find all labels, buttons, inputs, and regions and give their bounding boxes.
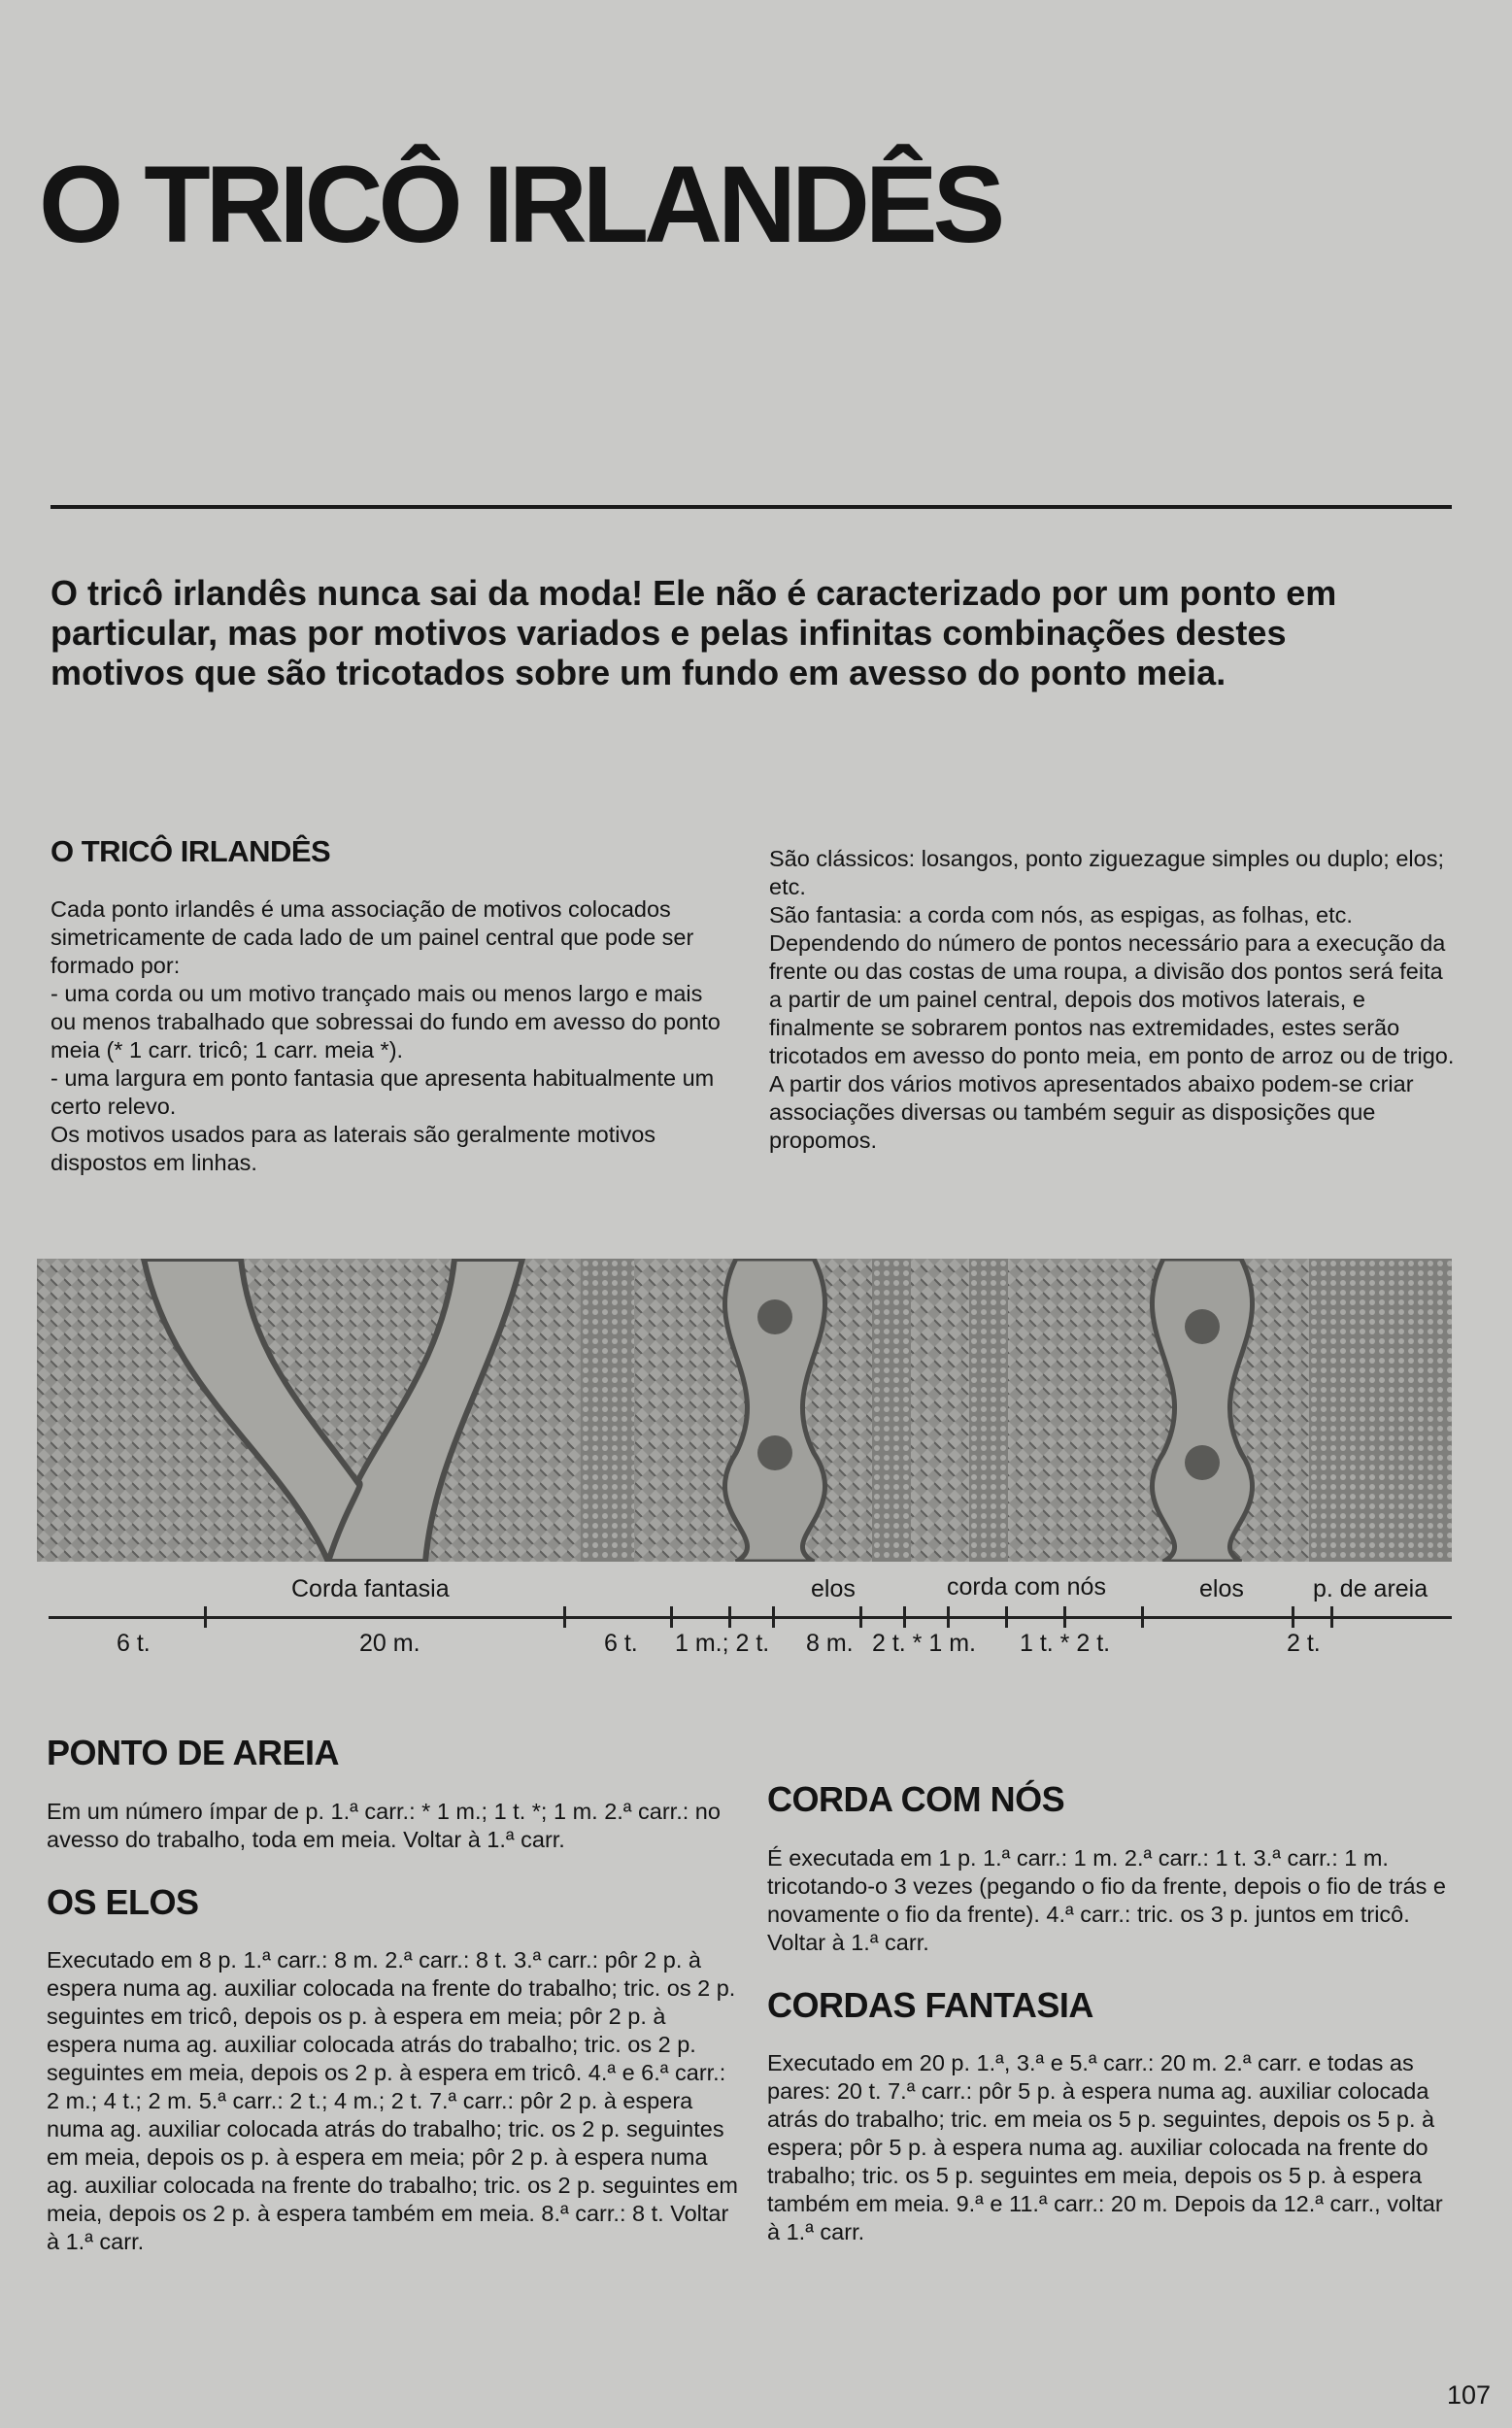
section-heading: PONTO DE AREIA	[47, 1733, 340, 1772]
scale-label: 2 t.	[1287, 1630, 1321, 1657]
scale-tick	[1330, 1606, 1333, 1628]
scale-label: 2 t. * 1 m.	[872, 1630, 976, 1657]
scale-tick	[728, 1606, 731, 1628]
scale-tick	[563, 1606, 566, 1628]
scale-line	[49, 1616, 1452, 1619]
scale-label: elos	[1199, 1575, 1244, 1602]
section-heading: O TRICÔ IRLANDÊS	[50, 834, 331, 868]
scale-label: p. de areia	[1313, 1575, 1428, 1602]
scale-label: 8 m.	[806, 1630, 854, 1657]
instructions-left-column	[47, 1734, 738, 2256]
intro-left-column	[50, 835, 730, 1177]
paragraph: Executado em 8 p. 1.ª carr.: 8 m. 2.ª carr.: 8 t. 3.ª carr.: pôr 2 p. à espera numa ag. auxiliar colocada na frente do trabalho; tric. os 2 p. seguintes em tricô, depois os p. à espera em meia; pôr 2 p. à espera numa ag. auxiliar colocada atrás do trabalho; tric. os 2 p. seguintes em meia, depois os 2 p. à espera em tricô. 4.ª e 6.ª carr.: 2 m.; 4 t.; 2 m. 5.ª carr.: 2 t.; 4 m.; 2 t. 7.ª carr.: pôr 2 p. à espera numa ag. auxiliar colocada atrás do trabalho; tric. os 2 p. seguintes em meia, depois os p. à espera em meia; pôr 2 p. à espera numa ag. auxiliar colocada na frente do trabalho; tric. os 2 p. seguintes em meia, depois os 2 p. à espera também em meia. 8.ª carr.: 8 t. Voltar à 1.ª carr.	[47, 1947, 738, 2255]
title-rule	[50, 505, 1452, 509]
intro-right-column	[769, 845, 1457, 1155]
paragraph: Executado em 20 p. 1.ª, 3.ª e 5.ª carr.: 20 m. 2.ª carr. e todas as pares: 20 t. 7.ª carr.: pôr 5 p. à espera numa ag. auxiliar colocada atrás do trabalho; tric. em meia os 5 p. seguintes, depois os 5 p. à espera; pôr 5 p. à espera numa ag. auxiliar colocada na frente do trabalho; tric. os 5 p. seguintes em meia, depois os 5 p. à espera também em meia. 9.ª e 11.ª carr.: 20 m. Depois da 12.ª carr., voltar à 1.ª carr.	[767, 2050, 1443, 2245]
knit-texture-icon	[37, 1259, 1452, 1562]
paragraph: Em um número ímpar de p. 1.ª carr.: * 1 m.; 1 t. *; 1 m. 2.ª carr.: no avesso do trabalho, toda em meia. Voltar à 1.ª carr.	[47, 1798, 721, 1852]
scale-label: 6 t.	[604, 1630, 638, 1657]
scale-tick	[204, 1606, 207, 1628]
scale-tick	[859, 1606, 862, 1628]
section-heading: CORDA COM NÓS	[767, 1779, 1065, 1819]
paragraph: Dependendo do número de pontos necessário para a execução da frente ou das costas de uma roupa, a divisão dos pontos será feita a partir de um painel central, depois dos motivos laterais, e finalmente se sobrarem pontos nas extremidades, estes serão tricotados em avesso do ponto meia, em ponto de arroz ou de trigo. A partir dos vários motivos apresentados abaixo podem-se criar associações diversas ou também seguir as disposições que propomos.	[769, 930, 1455, 1153]
lead-paragraph: O tricô irlandês nunca sai da moda! Ele não é caracterizado por um ponto em particular, mas por motivos variados e pelas infinitas combinações destes motivos que são tricotados sobre um fundo em avesso do ponto meia.	[50, 573, 1337, 692]
scale-tick	[903, 1606, 906, 1628]
paragraph: - uma corda ou um motivo trançado mais ou menos largo e mais ou menos trabalhado que sobressai do fundo em avesso do ponto meia (* 1 carr. tricô; 1 carr. meia *).	[50, 981, 721, 1063]
section-heading: CORDAS FANTASIA	[767, 1984, 1093, 2025]
scale-tick	[947, 1606, 950, 1628]
page-number: 107	[1446, 2380, 1491, 2410]
page-title: O TRICÔ IRLANDÊS	[39, 144, 1001, 265]
stitch-scale	[49, 1566, 1452, 1663]
scale-label: 1 m.; 2 t.	[675, 1630, 770, 1657]
section-heading: OS ELOS	[47, 1881, 199, 1922]
scale-label: corda com nós	[947, 1573, 1106, 1601]
scale-tick	[1141, 1606, 1144, 1628]
scale-label: elos	[811, 1575, 856, 1602]
instructions-right-column	[767, 1727, 1459, 2246]
scale-label: Corda fantasia	[291, 1575, 450, 1602]
scale-tick	[1005, 1606, 1008, 1628]
paragraph: É executada em 1 p. 1.ª carr.: 1 m. 2.ª carr.: 1 t. 3.ª carr.: 1 m. tricotando-o 3 vezes (pegando o fio da frente, depois o fio de trás e novamente o fio da frente). 4.ª carr.: tric. os 3 p. juntos em tricô. Voltar à 1.ª carr.	[767, 1844, 1446, 1955]
scale-label: 20 m.	[359, 1630, 420, 1657]
scale-tick	[1063, 1606, 1066, 1628]
knit-swatch-photo	[37, 1259, 1452, 1562]
paragraph: Os motivos usados para as laterais são geralmente motivos dispostos em linhas.	[50, 1122, 656, 1176]
paragraph: - uma largura em ponto fantasia que apresenta habitualmente um certo relevo.	[50, 1065, 715, 1120]
scale-tick	[772, 1606, 775, 1628]
paragraph: Cada ponto irlandês é uma associação de motivos colocados simetricamente de cada lado de um painel central que pode ser formado por:	[50, 896, 694, 979]
paragraph: São fantasia: a corda com nós, as espigas, as folhas, etc.	[769, 902, 1353, 927]
paragraph: São clássicos: losangos, ponto ziguezague simples ou duplo; elos; etc.	[769, 846, 1444, 899]
scale-label: 1 t. * 2 t.	[1020, 1630, 1111, 1657]
scale-label: 6 t.	[117, 1630, 151, 1657]
scale-tick	[1292, 1606, 1294, 1628]
scale-tick	[670, 1606, 673, 1628]
